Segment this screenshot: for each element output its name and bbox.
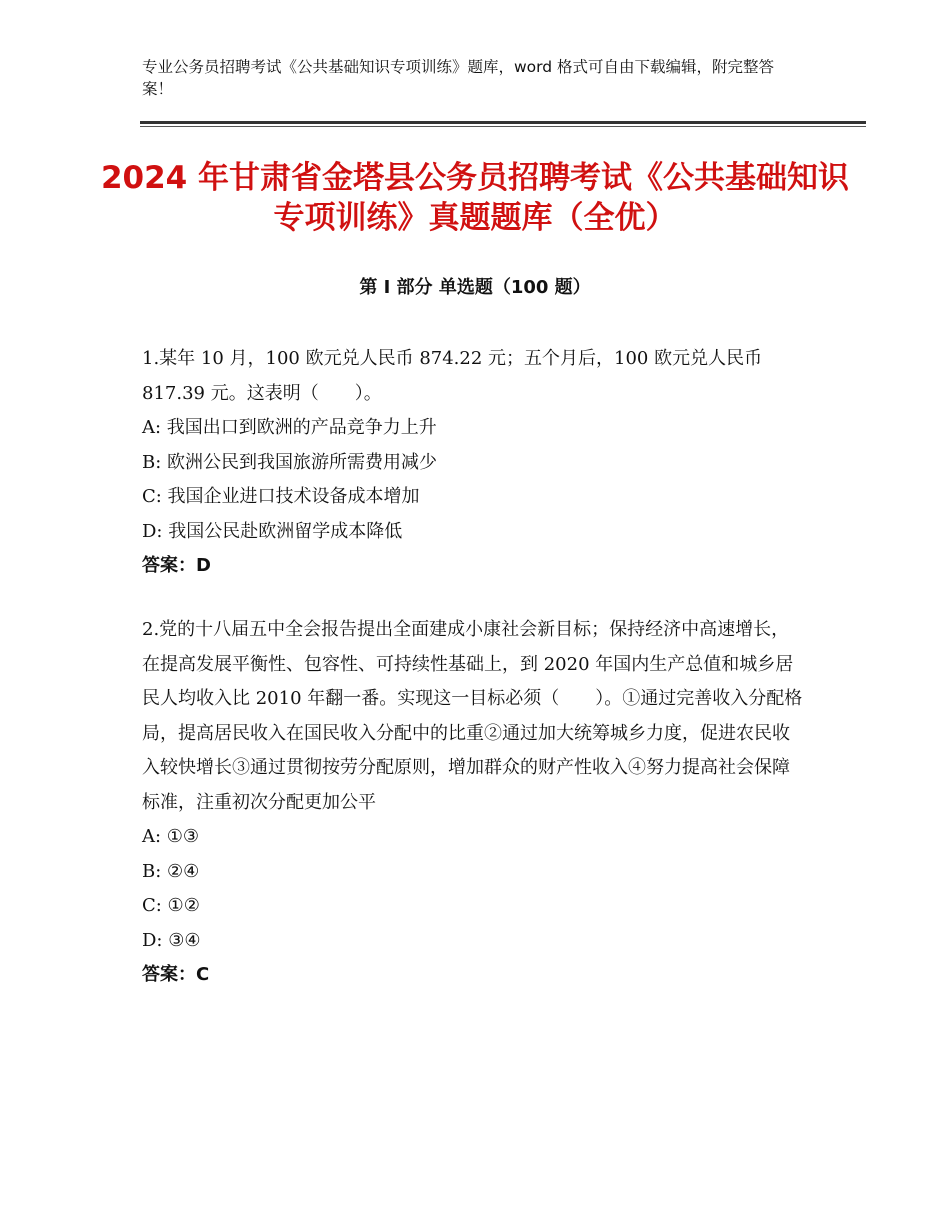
document-title: 2024 年甘肃省金塔县公务员招聘考试《公共基础知识专项训练》真题题库（全优）: [100, 160, 850, 236]
question-1: [142, 342, 807, 584]
option-d: D: 我国公民赴欧洲留学成本降低: [142, 520, 403, 542]
option-b: B: 欧洲公民到我国旅游所需费用减少: [142, 451, 438, 473]
header-note: 专业公务员招聘考试《公共基础知识专项训练》题库，word 格式可自由下载编辑，附完整答案！: [142, 58, 775, 98]
option-a: A: 我国出口到欧洲的产品竞争力上升: [142, 417, 437, 438]
answer: 答案：D: [142, 555, 211, 576]
option-c: C: 我国企业进口技术设备成本增加: [142, 486, 420, 507]
header-divider-thin: [140, 126, 866, 127]
question-stem: 2.党的十八届五中全会报告提出全面建成小康社会新目标；保持经济中高速增长，在提高发展平衡性、包容性、可持续性基础上，到 2020 年国内生产总值和城乡居民人均收入比 2010 年翻一番。实现这一目标必须（ ）。①通过完善收入分配格局，提高居民收入在国民收入分配中的比重②通过加大统筹城乡力度，促进农民收入较快增长③通过贯彻按劳分配原则，增加群众的财产性收入④努力提高社会保障标准，注重初次分配更加公平: [142, 619, 803, 813]
section-heading: 第 I 部分 单选题（100 题）: [359, 277, 591, 298]
option-a: A: ①③: [142, 826, 200, 847]
option-c: C: ①②: [142, 895, 200, 916]
option-b: B: ②④: [142, 860, 200, 882]
answer: 答案：C: [142, 964, 210, 985]
option-d: D: ③④: [142, 929, 201, 951]
question-2: [142, 613, 807, 993]
header-divider-thick: [140, 121, 866, 124]
question-stem: 1.某年 10 月，100 欧元兑人民币 874.22 元；五个月后，100 欧元兑人民币 817.39 元。这表明（ ）。: [142, 348, 763, 404]
